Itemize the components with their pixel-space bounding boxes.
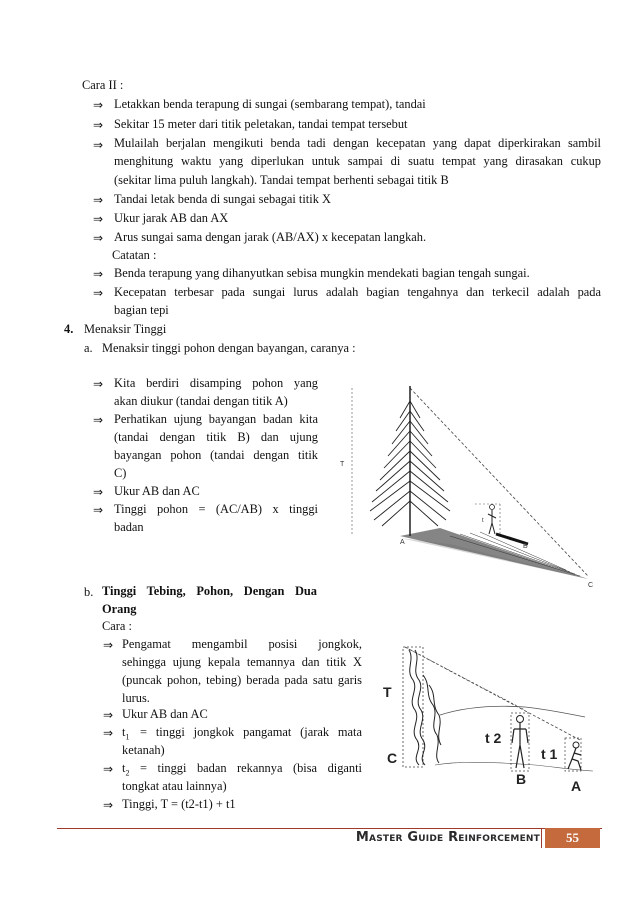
b-item-1-cont-3: lurus. [122,691,150,705]
cara2-item-2: Sekitar 15 meter dari titik peletakan, tandai tempat tersebut [114,117,408,131]
note-2: Kecepatan terbesar pada sungai lurus adalah bagian tengahnya dan terkecil adalah pada [114,285,601,299]
cara2-item-3: Mulailah berjalan mengikuti benda tadi dengan kecepatan yang dapat diperkirakan sambil [114,136,601,150]
implies-arrow-icon: ⇒ [93,377,104,391]
b-item-3-cont: ketanah) [122,743,165,757]
note-1: Benda terapung yang dihanyutkan sebisa mungkin mendekati bagian tengah sungai. [114,266,530,280]
a-item-2-cont-3: C) [114,466,127,480]
footer-rule [57,828,602,829]
section-number: 4. [64,322,74,336]
implies-arrow-icon: ⇒ [93,267,104,281]
figure2-label-B: B [516,771,527,787]
subsection-b-title-cont: Orang [102,602,137,616]
a-item-1: Kita berdiri disamping pohon yang [114,376,318,390]
implies-arrow-icon: ⇒ [103,638,114,652]
implies-arrow-icon: ⇒ [103,762,114,776]
a-item-3: Ukur AB dan AC [114,484,200,498]
subsection-b-label: b. [84,585,94,599]
cara2-item-3-cont: menghitung waktu yang diperlukan untuk sampai di suatu tempat yang dirasakan cukup [114,154,601,168]
figure1-label-T: T [340,461,345,468]
b-item-4-cont: tongkat atau lainnya) [122,779,227,793]
implies-arrow-icon: ⇒ [93,212,104,226]
a-item-4-cont: badan [114,520,144,534]
a-item-2: Perhatikan ujung bayangan badan kita [114,412,318,426]
cara2-item-5: Ukur jarak AB dan AX [114,211,229,225]
figure2-label-T: T [383,684,392,700]
footer-separator [541,828,542,848]
implies-arrow-icon: ⇒ [93,503,104,517]
implies-arrow-icon: ⇒ [93,286,104,300]
subsection-b-title: Tinggi Tebing, Pohon, Dengan Dua [102,584,317,598]
b-item-2: Ukur AB dan AC [122,707,208,721]
note-heading: Catatan : [112,248,157,262]
b-item-4: = tinggi badan rekannya (bisa diganti [140,761,362,775]
subsection-a-title: Menaksir tinggi pohon dengan bayangan, caranya : [102,341,356,355]
implies-arrow-icon: ⇒ [93,118,104,132]
figure1-label-B: B [523,543,528,550]
page-number: 55 [566,830,579,845]
subsection-a-label: a. [84,341,93,355]
cliff-two-persons-figure [375,635,597,795]
cara2-item-1: Letakkan benda terapung di sungai (sembarang tempat), tandai [114,97,426,111]
implies-arrow-icon: ⇒ [103,798,114,812]
figure2-label-C: C [387,750,398,766]
implies-arrow-icon: ⇒ [103,708,114,722]
implies-arrow-icon: ⇒ [93,413,104,427]
b-item-4-var: $t_2$ [122,761,130,778]
b-cara-label: Cara : [102,619,132,633]
a-item-2-cont-1: (tandai dengan titik B) dan ujung [114,430,318,444]
implies-arrow-icon: ⇒ [93,138,104,152]
implies-arrow-icon: ⇒ [93,231,104,245]
b-item-1: Pengamat mengambil posisi jongkok, [122,637,362,651]
b-item-3-var: $t_1$ [122,725,130,742]
b-item-1-cont-2: (puncak pohon, tebing) berada pada satu garis [122,673,362,687]
implies-arrow-icon: ⇒ [93,193,104,207]
a-item-2-cont-2: bayangan pohon (tandai dengan titik [114,448,318,462]
implies-arrow-icon: ⇒ [93,485,104,499]
implies-arrow-icon: ⇒ [93,98,104,112]
b-item-1-cont-1: sehingga ujung kepala temannya dan titik X [122,655,362,669]
cara2-heading: Cara II : [82,78,124,92]
section-title: Menaksir Tinggi [84,322,167,336]
a-item-4: Tinggi pohon = (AC/AB) x tinggi [114,502,318,516]
a-item-1-cont: akan diukur (tandai dengan titik A) [114,394,288,408]
tree-shadow-figure [330,376,610,591]
cara2-item-4: Tandai letak benda di sungai sebagai titik X [114,192,331,206]
implies-arrow-icon: ⇒ [103,726,114,740]
b-item-5: Tinggi, T = (t2-t1) + t1 [122,797,236,811]
cara2-item-3-end: (sekitar lima puluh langkah). Tandai tempat berhenti sebagai titik B [114,173,449,187]
figure1-label-t: t [482,518,484,524]
b-item-3: = tinggi jongkok pangamat (jarak mata [140,725,362,739]
figure2-label-t1: t 1 [541,746,558,762]
figure2-label-A: A [571,778,582,794]
figure2-label-t2: t 2 [485,730,502,746]
note-2-cont: bagian tepi [114,303,169,317]
figure1-label-C: C [588,582,594,589]
figure1-label-A: A [400,539,405,546]
cara2-item-6: Arus sungai sama dengan jarak (AB/AX) x kecepatan langkah. [114,230,427,244]
footer-title: Master Guide Reinforcement [355,830,540,845]
